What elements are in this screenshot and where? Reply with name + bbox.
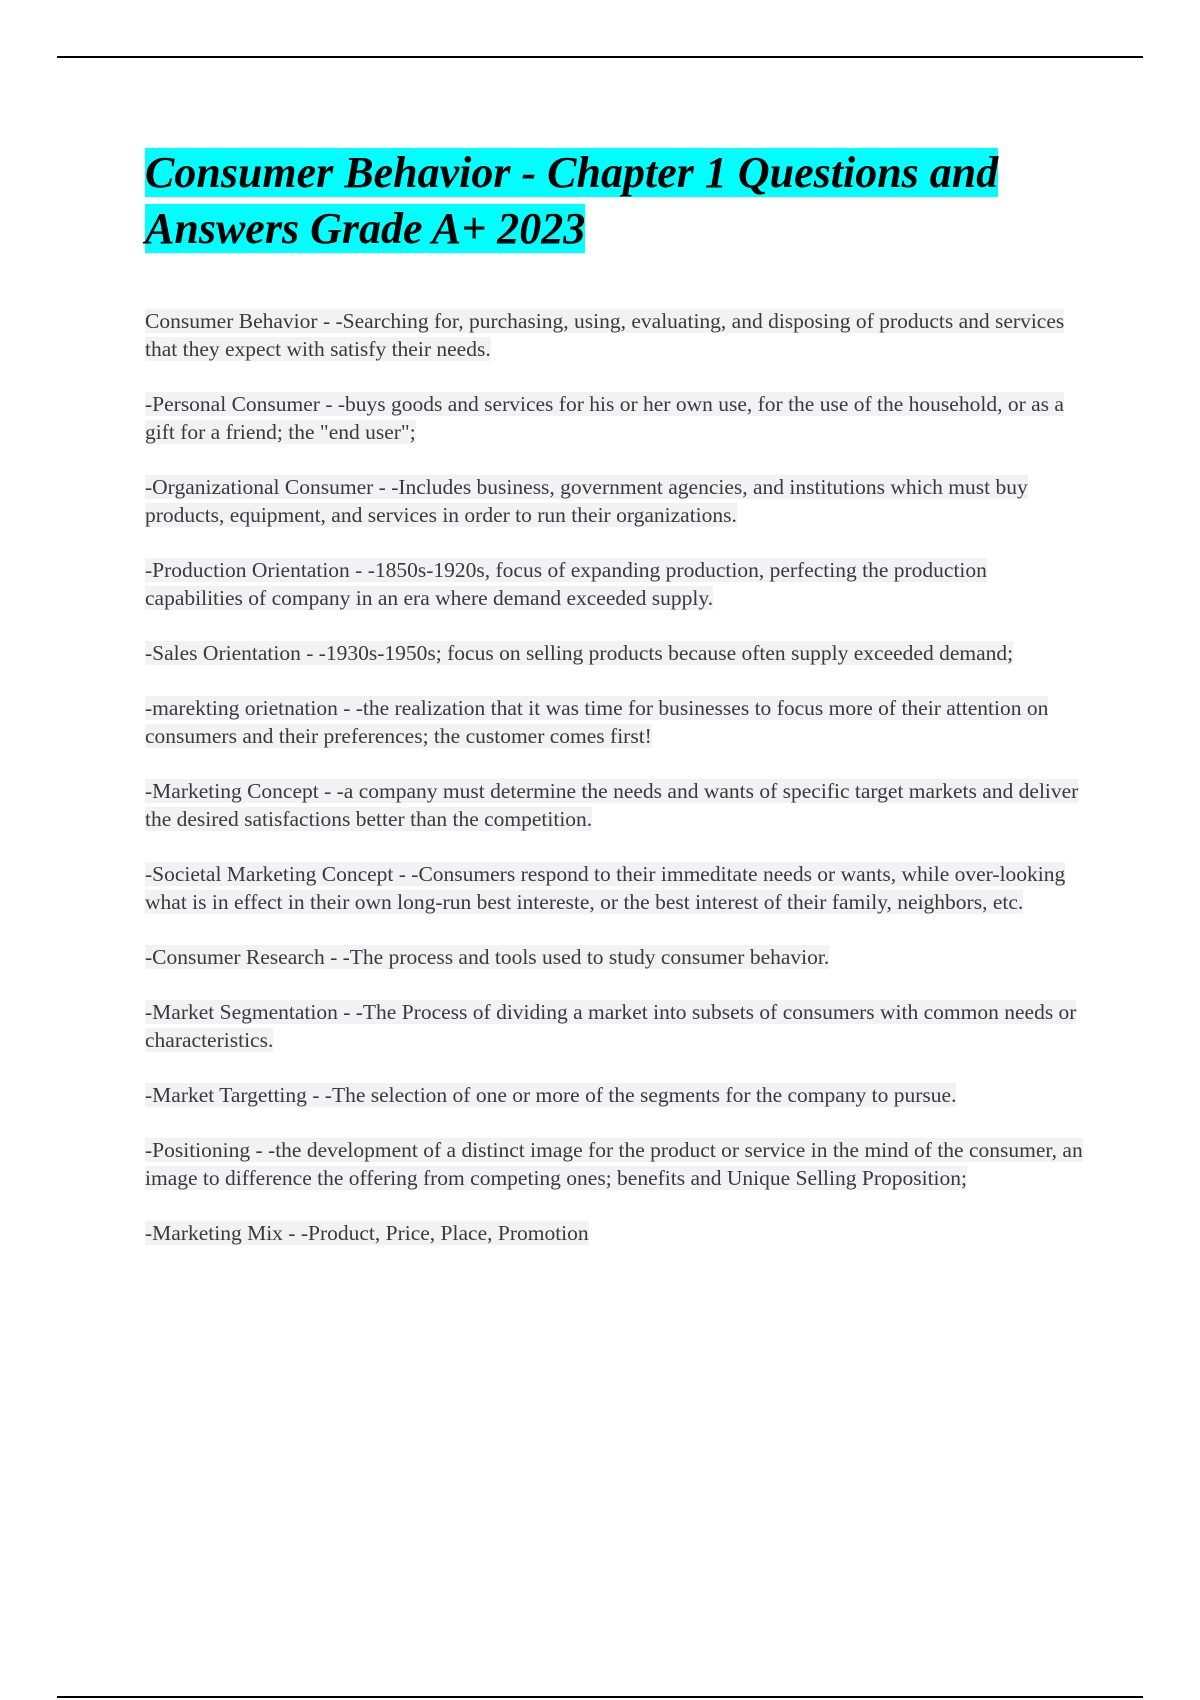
entry-text: -Societal Marketing Concept - -Consumers respond to their immeditate needs or wants, while over-looking what is in effect in their own long-run best intereste, or the best interest of their family, neighbors, etc. <box>145 862 1066 914</box>
entry-consumer-behavior <box>145 307 1085 363</box>
top-rule <box>57 56 1143 58</box>
entry-marketing-orientation <box>145 694 1085 750</box>
entry-marketing-mix <box>145 1219 1085 1247</box>
entry-text: -Positioning - -the development of a distinct image for the product or service in the mind of the consumer, an image to difference the offering from competing ones; benefits and Unique Selling Proposition; <box>145 1138 1083 1190</box>
entry-text: -Production Orientation - -1850s-1920s, focus of expanding production, perfecting the production capabilities of company in an era where demand exceeded supply. <box>145 558 987 610</box>
entry-text: -Personal Consumer - -buys goods and services for his or her own use, for the use of the household, or as a gift for a friend; the "end user"; <box>145 392 1064 444</box>
entry-organizational-consumer <box>145 473 1085 529</box>
document-title-text: Consumer Behavior - Chapter 1 Questions and Answers Grade A+ 2023 <box>145 148 999 253</box>
entry-production-orientation <box>145 556 1085 612</box>
entry-text: -Marketing Mix - -Product, Price, Place, Promotion <box>145 1221 589 1245</box>
entry-consumer-research <box>145 943 1085 971</box>
entry-text: -Sales Orientation - -1930s-1950s; focus on selling products because often supply exceeded demand; <box>145 641 1014 665</box>
entry-positioning <box>145 1136 1085 1192</box>
entry-market-segmentation <box>145 998 1085 1054</box>
entry-marketing-concept <box>145 777 1085 833</box>
entry-text: -marekting orietnation - -the realization that it was time for businesses to focus more of their attention on consumers and their preferences; the customer comes first! <box>145 696 1049 748</box>
document-body <box>145 145 1085 1274</box>
entry-market-targetting <box>145 1081 1085 1109</box>
entry-text: -Organizational Consumer - -Includes business, government agencies, and institutions which must buy products, equipment, and services in order to run their organizations. <box>145 475 1028 527</box>
entry-text: -Market Targetting - -The selection of one or more of the segments for the company to pursue. <box>145 1083 957 1107</box>
entry-text: Consumer Behavior - -Searching for, purchasing, using, evaluating, and disposing of products and services that they expect with satisfy their needs. <box>145 309 1065 361</box>
document-title <box>145 145 1085 257</box>
entry-text: -Consumer Research - -The process and tools used to study consumer behavior. <box>145 945 830 969</box>
entry-societal-marketing-concept <box>145 860 1085 916</box>
bottom-rule <box>57 1696 1143 1698</box>
entry-sales-orientation <box>145 639 1085 667</box>
entry-personal-consumer <box>145 390 1085 446</box>
entry-text: -Market Segmentation - -The Process of dividing a market into subsets of consumers with common needs or characteristics. <box>145 1000 1077 1052</box>
entry-text: -Marketing Concept - -a company must determine the needs and wants of specific target markets and deliver the desired satisfactions better than the competition. <box>145 779 1079 831</box>
